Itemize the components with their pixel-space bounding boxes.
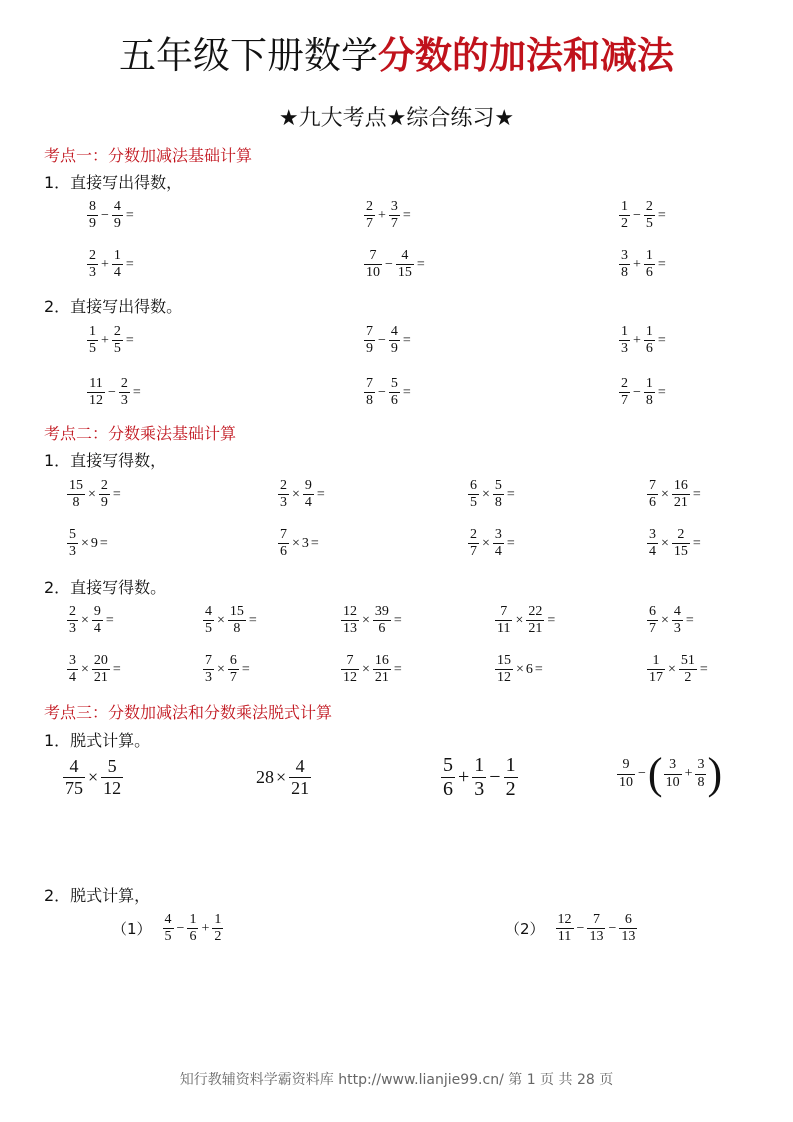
fraction: $\frac{7}{3}$ — [205, 653, 212, 686]
exercise: $\frac{2}{3}$ + $\frac{1}{4}$ = — [89, 248, 134, 281]
fraction: $\frac{2}{15}$ — [673, 527, 688, 560]
fraction: $\frac{6}{7}$ — [229, 653, 237, 686]
fraction: $\frac{9}{10}$ — [619, 757, 633, 790]
fraction: $\frac{4}{9}$ — [113, 199, 121, 232]
fraction: $\frac{5}{8}$ — [494, 478, 502, 511]
fraction: $\frac{5}{6}$ — [443, 754, 453, 800]
expr-s3-q2-1: （1） $\frac{4}{5}$ − $\frac{1}{6}$ + $\frac{1}{2}$ — [112, 912, 222, 945]
fraction: $\frac{3}{4}$ — [494, 527, 502, 560]
exercise: $\frac{7}{6}$ × $\frac{16}{21}$ = — [649, 478, 701, 511]
fraction: $\frac{8}{9}$ — [89, 199, 96, 232]
fraction: $\frac{2}{9}$ — [100, 478, 108, 511]
fraction: $\frac{3}{7}$ — [390, 199, 398, 232]
fraction: $\frac{2}{3}$ — [120, 376, 128, 409]
fraction: $\frac{7}{6}$ — [280, 527, 287, 560]
fraction: $\frac{15}{8}$ — [69, 478, 83, 511]
fraction: $\frac{11}{12}$ — [89, 376, 103, 409]
fraction: $\frac{4}{15}$ — [397, 248, 412, 281]
fraction: $\frac{15}{8}$ — [229, 604, 244, 637]
fraction: $\frac{4}{3}$ — [673, 604, 681, 637]
fraction: $\frac{2}{7}$ — [366, 199, 373, 232]
fraction: $\frac{3}{8}$ — [697, 757, 705, 790]
fraction: $\frac{2}{3}$ — [280, 478, 287, 511]
section-heading-3: 考点三：分数加减法和分数乘法脱式计算 — [44, 703, 333, 722]
fraction: $\frac{7}{8}$ — [366, 376, 373, 409]
fraction: $\frac{39}{6}$ — [374, 604, 389, 637]
fraction: $\frac{7}{10}$ — [366, 248, 380, 281]
exercise: $\frac{7}{12}$ × $\frac{16}{21}$ = — [343, 653, 402, 686]
question-s2-q1: 1．直接写得数， — [44, 451, 167, 470]
question-s1-q1: 1．直接写出得数， — [44, 173, 183, 192]
exercise: $\frac{8}{9}$ − $\frac{4}{9}$ = — [89, 199, 134, 232]
fraction: $\frac{5}{3}$ — [69, 527, 76, 560]
fraction: $\frac{4}{9}$ — [390, 324, 398, 357]
fraction: $\frac{1}{3}$ — [621, 324, 628, 357]
fraction: $\frac{1}{2}$ — [505, 754, 516, 800]
exercise: $\frac{7}{9}$ − $\frac{4}{9}$ = — [366, 324, 411, 357]
exercise: $\frac{2}{7}$ × $\frac{3}{4}$ = — [470, 527, 515, 560]
exercise: $\frac{7}{10}$ − $\frac{4}{15}$ = — [366, 248, 425, 281]
fraction: $\frac{7}{12}$ — [343, 653, 357, 686]
fraction: $\frac{3}{4}$ — [69, 653, 76, 686]
section-heading-2: 考点二：分数乘法基础计算 — [44, 424, 237, 443]
fraction: $\frac{4}{21}$ — [291, 756, 310, 798]
exercise: $\frac{2}{3}$ × $\frac{9}{4}$ = — [280, 478, 325, 511]
exercise: $\frac{3}{4}$ × $\frac{20}{21}$ = — [69, 653, 121, 686]
question-s3-q1: 1．脱式计算。 — [44, 731, 151, 750]
exercise: $\frac{3}{8}$ + $\frac{1}{6}$ = — [621, 248, 666, 281]
fraction: $\frac{3}{4}$ — [649, 527, 656, 560]
expr-s3-q2-2: （2） $\frac{12}{11}$ − $\frac{7}{13}$ − $\frac{6}{13}$ — [505, 912, 636, 945]
question-s1-q2: 2．直接写出得数。 — [44, 297, 183, 316]
exercise: $\frac{1}{5}$ + $\frac{2}{5}$ = — [89, 324, 134, 357]
fraction: $\frac{1}{2}$ — [621, 199, 628, 232]
fraction: $\frac{2}{7}$ — [470, 527, 477, 560]
fraction: $\frac{1}{8}$ — [645, 376, 653, 409]
fraction: $\frac{5}{12}$ — [103, 756, 122, 798]
fraction: $\frac{3}{10}$ — [665, 757, 680, 790]
fraction: $\frac{22}{21}$ — [528, 604, 543, 637]
subtitle: ★九大考点★综合练习★ — [278, 106, 515, 131]
fraction: $\frac{12}{11}$ — [557, 912, 572, 945]
expr-s3-q1-4: $\frac{9}{10}$ − ( $\frac{3}{10}$ + $\frac{3}{8}$ ) — [619, 749, 723, 798]
exercise: $\frac{2}{7}$ + $\frac{3}{7}$ = — [366, 199, 411, 232]
exercise: $\frac{2}{7}$ − $\frac{1}{8}$ = — [621, 376, 666, 409]
fraction: $\frac{1}{6}$ — [645, 248, 653, 281]
exercise: $\frac{11}{12}$ − $\frac{2}{3}$ = — [89, 376, 141, 409]
fraction: $\frac{7}{9}$ — [366, 324, 373, 357]
fraction: $\frac{6}{7}$ — [649, 604, 656, 637]
exercise: $\frac{5}{3}$ × 9 = — [69, 527, 108, 560]
section-heading-1: 考点一：分数加减法基础计算 — [44, 146, 253, 165]
exercise: $\frac{3}{4}$ × $\frac{2}{15}$ = — [649, 527, 701, 560]
exercise: $\frac{7}{8}$ − $\frac{5}{6}$ = — [366, 376, 411, 409]
fraction: $\frac{1}{4}$ — [113, 248, 121, 281]
fraction: $\frac{1}{2}$ — [214, 912, 222, 945]
fraction: $\frac{1}{17}$ — [649, 653, 663, 686]
fraction: $\frac{7}{6}$ — [649, 478, 656, 511]
fraction: $\frac{16}{21}$ — [673, 478, 688, 511]
fraction: $\frac{6}{13}$ — [621, 912, 636, 945]
expr-s3-q1-2: 28 × $\frac{4}{21}$ — [256, 756, 310, 798]
fraction: $\frac{9}{4}$ — [93, 604, 101, 637]
exercise: $\frac{6}{7}$ × $\frac{4}{3}$ = — [649, 604, 694, 637]
title-part2: 分数的加法和减法 — [378, 34, 674, 77]
fraction: $\frac{1}{6}$ — [645, 324, 653, 357]
exercise: $\frac{12}{13}$ × $\frac{39}{6}$ = — [343, 604, 402, 637]
fraction: $\frac{16}{21}$ — [374, 653, 389, 686]
question-s3-q2: 2．脱式计算， — [44, 886, 151, 905]
fraction: $\frac{20}{21}$ — [93, 653, 108, 686]
exercise: $\frac{6}{5}$ × $\frac{5}{8}$ = — [470, 478, 515, 511]
exercise: $\frac{1}{3}$ + $\frac{1}{6}$ = — [621, 324, 666, 357]
exercise: $\frac{7}{6}$ × 3 = — [280, 527, 319, 560]
fraction: $\frac{4}{75}$ — [65, 756, 83, 798]
exercise: $\frac{1}{2}$ − $\frac{2}{5}$ = — [621, 199, 666, 232]
exercise: $\frac{4}{5}$ × $\frac{15}{8}$ = — [205, 604, 257, 637]
title-part1: 五年级下册数学 — [119, 34, 378, 77]
exercise: $\frac{1}{17}$ × $\frac{51}{2}$ = — [649, 653, 708, 686]
fraction: $\frac{6}{5}$ — [470, 478, 477, 511]
fraction: $\frac{7}{13}$ — [589, 912, 604, 945]
fraction: $\frac{2}{5}$ — [113, 324, 121, 357]
fraction: $\frac{12}{13}$ — [343, 604, 357, 637]
question-s2-q2: 2．直接写得数。 — [44, 578, 167, 597]
exercise: $\frac{15}{12}$ × 6 = — [497, 653, 543, 686]
fraction: $\frac{2}{3}$ — [89, 248, 96, 281]
exercise: $\frac{2}{3}$ × $\frac{9}{4}$ = — [69, 604, 114, 637]
fraction: $\frac{51}{2}$ — [680, 653, 695, 686]
expr-s3-q1-3: $\frac{5}{6}$ + $\frac{1}{3}$ − $\frac{1}{2}$ — [443, 754, 516, 800]
fraction: $\frac{9}{4}$ — [304, 478, 312, 511]
exercise: $\frac{7}{11}$ × $\frac{22}{21}$ = — [497, 604, 556, 637]
fraction: $\frac{2}{3}$ — [69, 604, 76, 637]
fraction: $\frac{4}{5}$ — [205, 604, 212, 637]
expr-s3-q1-1: $\frac{4}{75}$ × $\frac{5}{12}$ — [65, 756, 122, 798]
exercise: $\frac{7}{3}$ × $\frac{6}{7}$ = — [205, 653, 250, 686]
fraction: $\frac{4}{5}$ — [164, 912, 172, 945]
page-title — [0, 32, 793, 80]
page-footer: 知行教辅资料学霸资料库 http://www.lianjie99.cn/ 第 1 页 共 28 页 — [179, 1072, 614, 1088]
fraction: $\frac{15}{12}$ — [497, 653, 511, 686]
fraction: $\frac{2}{7}$ — [621, 376, 628, 409]
fraction: $\frac{1}{6}$ — [189, 912, 197, 945]
fraction: $\frac{1}{3}$ — [474, 754, 485, 800]
fraction: $\frac{7}{11}$ — [497, 604, 511, 637]
fraction: $\frac{3}{8}$ — [621, 248, 628, 281]
exercise: $\frac{15}{8}$ × $\frac{2}{9}$ = — [69, 478, 121, 511]
fraction: $\frac{5}{6}$ — [390, 376, 398, 409]
fraction: $\frac{2}{5}$ — [645, 199, 653, 232]
fraction: $\frac{1}{5}$ — [89, 324, 96, 357]
